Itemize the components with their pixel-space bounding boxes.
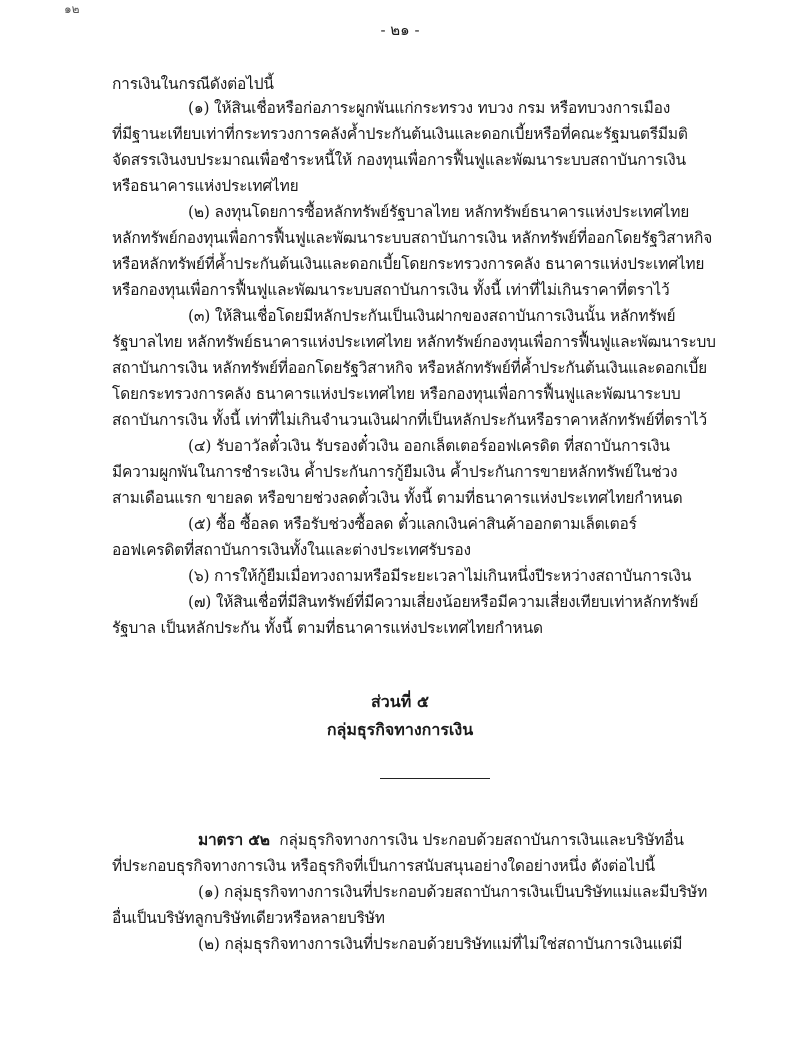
item-6-line-1: (๖) การให้กู้ยืมเมื่อทวงถามหรือมีระยะเวลาไม่เกินหนึ่งปีระหว่างสถาบันการเงิน [188, 567, 692, 585]
article-line-1-text: กลุ่มธุรกิจทางการเงิน ประกอบด้วยสถาบันการเงินและบริษัทอื่น [279, 831, 684, 849]
item-3-line-3: สถาบันการเงิน หลักทรัพย์ที่ออกโดยรัฐวิสาหกิจ หรือหลักทรัพย์ที่ค้ำประกันต้นเงินและดอกเบี้ย [112, 359, 708, 377]
item-3-line-2: รัฐบาลไทย หลักทรัพย์ธนาคารแห่งประเทศไทย หลักทรัพย์กองทุนเพื่อการฟื้นฟูและพัฒนาระบบ [112, 333, 716, 351]
item-7-line-2: รัฐบาล เป็นหลักประกัน ทั้งนี้ ตามที่ธนาคารแห่งประเทศไทยกำหนด [112, 619, 543, 637]
item-1-line-2: ที่มีฐานะเทียบเท่าที่กระทรวงการคลังค้ำประกันต้นเงินและดอกเบี้ยหรือที่คณะรัฐมนตรีมีมติ [112, 125, 688, 143]
item-7-line-1: (๗) ให้สินเชื่อที่มีสินทรัพย์ที่มีความเสี่ยงน้อยหรือมีความเสี่ยงเทียบเท่าหลักทรัพย์ [188, 593, 699, 611]
section-divider [380, 778, 490, 779]
item-3-line-4: โดยกระทรวงการคลัง ธนาคารแห่งประเทศไทย หรือกองทุนเพื่อการฟื้นฟูและพัฒนาระบบ [112, 385, 681, 403]
item-2-line-2: หลักทรัพย์กองทุนเพื่อการฟื้นฟูและพัฒนาระบบสถาบันการเงิน หลักทรัพย์ที่ออกโดยรัฐวิสาหกิจ [112, 229, 713, 247]
intro-line: การเงินในกรณีดังต่อไปนี้ [112, 75, 274, 93]
page-number: - ๒๑ - [380, 21, 420, 39]
item-4-line-3: สามเดือนแรก ขายลด หรือขายช่วงลดตั๋วเงิน ทั้งนี้ ตามที่ธนาคารแห่งประเทศไทยกำหนด [112, 489, 683, 507]
item-3-line-1: (๓) ให้สินเชื่อโดยมีหลักประกันเป็นเงินฝากของสถาบันการเงินนั้น หลักทรัพย์ [188, 307, 676, 325]
article-label: มาตรา ๕๒ [198, 830, 270, 849]
section-title: กลุ่มธุรกิจทางการเงิน [326, 720, 474, 739]
article-52-sub-2-line-1: (๒) กลุ่มธุรกิจทางการเงินที่ประกอบด้วยบริษัทแม่ที่ไม่ใช่สถาบันการเงินแต่มี [198, 935, 683, 953]
section-number: ส่วนที่ ๕ [371, 692, 429, 711]
article-52-line-1 [198, 830, 684, 850]
item-1-line-3: จัดสรรเงินงบประมาณเพื่อชำระหนี้ให้ กองทุนเพื่อการฟื้นฟูและพัฒนาระบบสถาบันการเงิน [112, 151, 686, 169]
article-52-sub-1-line-1: (๑) กลุ่มธุรกิจทางการเงินที่ประกอบด้วยสถาบันการเงินเป็นบริษัทแม่และมีบริษัท [198, 883, 708, 901]
item-4-line-1: (๔) รับอาวัลตั๋วเงิน รับรองตั๋วเงิน ออกเล็ตเตอร์ออฟเครดิต ที่สถาบันการเงิน [188, 437, 670, 455]
item-3-line-5: สถาบันการเงิน ทั้งนี้ เท่าที่ไม่เกินจำนวนเงินฝากที่เป็นหลักประกันหรือราคาหลักทรัพย์ที่ตราไว้ [112, 411, 707, 429]
article-52-sub-1-line-2: อื่นเป็นบริษัทลูกบริษัทเดียวหรือหลายบริษัท [112, 909, 385, 927]
item-2-line-4: หรือกองทุนเพื่อการฟื้นฟูและพัฒนาระบบสถาบันการเงิน ทั้งนี้ เท่าที่ไม่เกินราคาที่ตราไว้ [112, 281, 670, 299]
item-2-line-1: (๒) ลงทุนโดยการซื้อหลักทรัพย์รัฐบาลไทย หลักทรัพย์ธนาคารแห่งประเทศไทย [188, 203, 690, 221]
item-5-line-1: (๕) ซื้อ ซื้อลด หรือรับช่วงซื้อลด ตั๋วแลกเงินค่าสินค้าออกตามเล็ตเตอร์ [188, 515, 637, 533]
item-5-line-2: ออฟเครดิตที่สถาบันการเงินทั้งในและต่างประเทศรับรอง [112, 541, 471, 559]
article-52-line-2: ที่ประกอบธุรกิจทางการเงิน หรือธุรกิจที่เป็นการสนับสนุนอย่างใดอย่างหนึ่ง ดังต่อไปนี้ [112, 857, 655, 875]
item-2-line-3: หรือหลักทรัพย์ที่ค้ำประกันต้นเงินและดอกเบี้ยโดยกระทรวงการคลัง ธนาคารแห่งประเทศไทย [112, 255, 705, 273]
page-corner-mark: ๑๒ [64, 2, 80, 16]
item-1-line-1: (๑) ให้สินเชื่อหรือก่อภาระผูกพันแก่กระทรวง ทบวง กรม หรือทบวงการเมือง [188, 99, 671, 117]
item-1-line-4: หรือธนาคารแห่งประเทศไทย [112, 177, 299, 195]
item-4-line-2: มีความผูกพันในการชำระเงิน ค้ำประกันการกู้ยืมเงิน ค้ำประกันการขายหลักทรัพย์ในช่วง [112, 463, 678, 481]
